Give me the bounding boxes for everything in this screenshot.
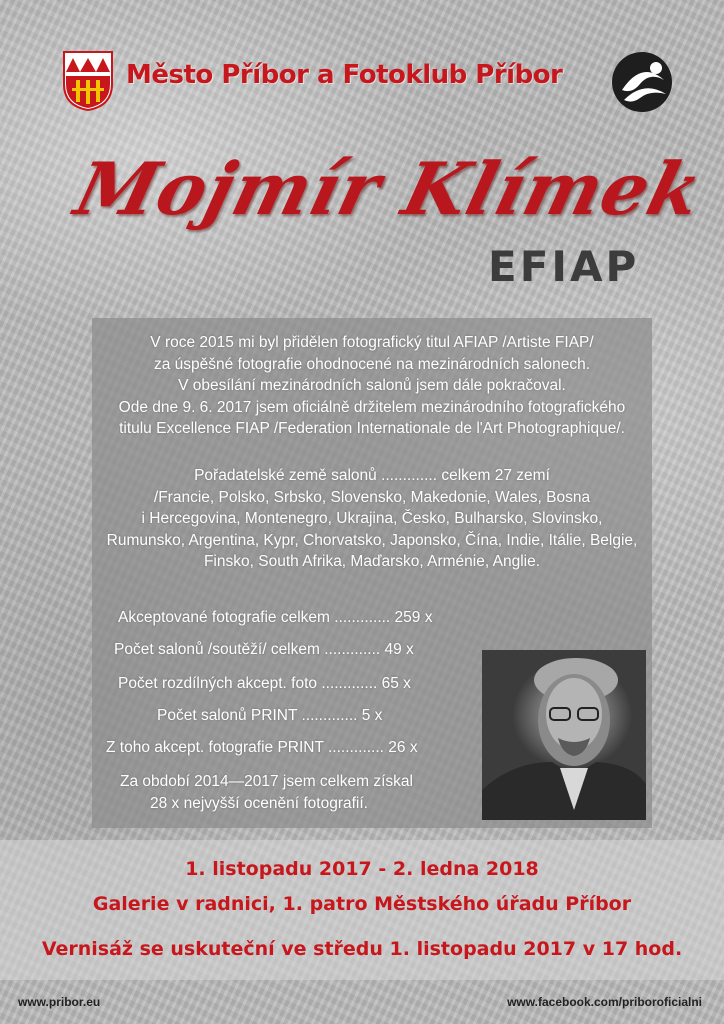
awards-line: 28 x nejvyšší ocenění fotografií. bbox=[150, 795, 368, 812]
countries-line: Pořadatelské země salonů ............. celkem 27 zemí bbox=[194, 467, 550, 484]
stat-print-accepted: Z toho akcept. fotografie PRINT ............. 26 x bbox=[106, 739, 418, 756]
stat-salons-total: Počet salonů /soutěží/ celkem ............. 49 x bbox=[114, 641, 414, 658]
stat-accepted-total: Akceptované fotografie celkem ............. 259 x bbox=[118, 609, 433, 626]
artist-name: Mojmír Klímek bbox=[67, 146, 712, 231]
intro-line: V roce 2015 mi byl přidělen fotografický titul AFIAP /Artiste FIAP/ bbox=[150, 334, 594, 351]
stat-distinct-photos: Počet rozdílných akcept. foto ............. 65 x bbox=[118, 675, 411, 692]
fotoklub-logo-icon bbox=[610, 50, 674, 114]
intro-line: Ode dne 9. 6. 2017 jsem oficiálně držitelem mezinárodního fotografického bbox=[118, 398, 626, 416]
website-link[interactable]: www.pribor.eu bbox=[18, 995, 101, 1009]
facebook-link[interactable]: www.facebook.com/priboroficialni bbox=[507, 995, 702, 1009]
artist-portrait bbox=[482, 650, 646, 820]
countries-line: /Francie, Polsko, Srbsko, Slovensko, Makedonie, Wales, Bosna bbox=[153, 488, 591, 506]
stat-print-salons: Počet salonů PRINT ............. 5 x bbox=[157, 707, 383, 724]
countries-line: Rumunsko, Argentina, Kypr, Chorvatsko, Japonsko, Čína, Indie, Itálie, Belgie, bbox=[106, 531, 638, 549]
awards-line: Za období 2014—2017 jsem celkem získal bbox=[120, 773, 413, 790]
countries-paragraph bbox=[92, 465, 652, 573]
event-vernissage: Vernisáž se uskuteční ve středu 1. listopadu 2017 v 17 hod. bbox=[41, 938, 683, 960]
countries-line: Finsko, South Afrika, Maďarsko, Arménie, Anglie. bbox=[203, 553, 541, 570]
header-title: Město Příbor a Fotoklub Příbor bbox=[126, 60, 563, 90]
intro-line: titulu Excellence FIAP /Federation Internationale de l'Art Photographique/. bbox=[119, 420, 625, 437]
event-venue: Galerie v radnici, 1. patro Městského úřadu Příbor bbox=[92, 893, 632, 915]
intro-line: V obesílání mezinárodních salonů jsem dále pokračoval. bbox=[178, 377, 566, 394]
artist-title: EFIAP bbox=[488, 242, 640, 291]
intro-line: za úspěšné fotografie ohodnocené na mezinárodních salonech. bbox=[153, 355, 591, 373]
event-dates: 1. listopadu 2017 - 2. ledna 2018 bbox=[185, 858, 539, 880]
intro-paragraph bbox=[92, 332, 652, 440]
town-crest-icon bbox=[62, 50, 114, 112]
countries-line: i Hercegovina, Montenegro, Ukrajina, Česko, Bulharsko, Slovinsko, bbox=[141, 510, 603, 527]
